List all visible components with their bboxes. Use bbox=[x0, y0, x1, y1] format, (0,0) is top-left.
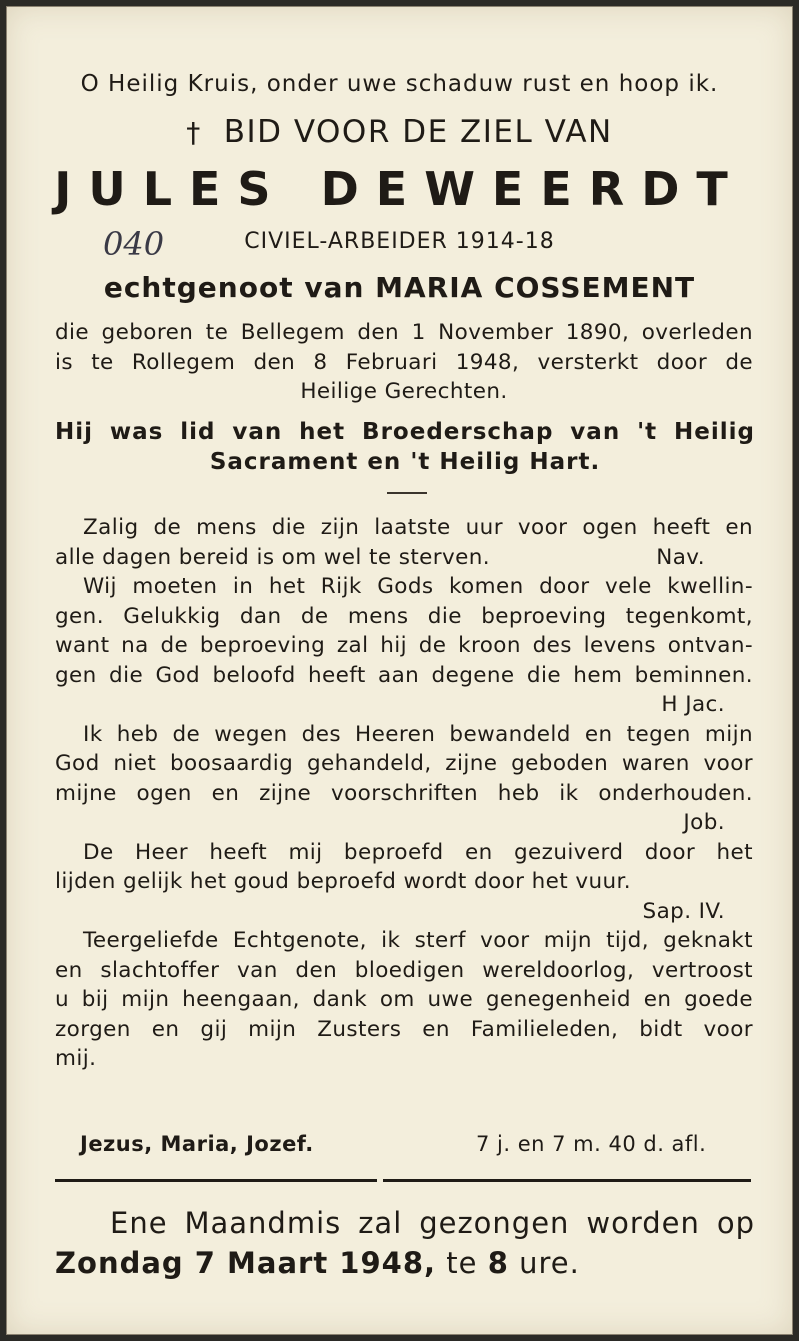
mass-line: Ene Maandmis zal gezongen worden op bbox=[110, 1206, 755, 1240]
mass-time-prefix: te bbox=[446, 1246, 478, 1280]
mass-time-hour: 8 bbox=[487, 1246, 509, 1280]
quote-line: God niet boosaardig gehandeld, zijne geboden waren voor bbox=[55, 751, 753, 776]
quote-line: zorgen en gij mijn Zusters en Familieleden, bidt voor bbox=[55, 1016, 753, 1042]
occupation: CIVIEL-ARBEIDER 1914-18 bbox=[244, 229, 555, 254]
closing-prayer: Jezus, Maria, Jozef. bbox=[80, 1132, 314, 1156]
bio-line: die geboren te Bellegem den 1 November 1890, overleden bbox=[55, 320, 753, 345]
quote-source: Job. bbox=[683, 810, 725, 835]
brotherhood-line: Hij was lid van het Broederschap van 't Heilig bbox=[55, 419, 755, 445]
quote-line: alle dagen bereid is om wel te sterven. Nav. bbox=[55, 543, 753, 573]
quote-source: Sap. IV. bbox=[642, 898, 725, 924]
quote-line: en slachtoffer van den bloedigen wereldoorlog, vertroost bbox=[55, 957, 753, 983]
bio-line: Heilige Gerechten. bbox=[300, 379, 508, 404]
mass-time-suffix: ure. bbox=[519, 1246, 580, 1280]
section-divider bbox=[387, 492, 427, 494]
bid-text: BID VOOR DE ZIEL VAN bbox=[223, 114, 613, 150]
mass-date-line bbox=[55, 1243, 755, 1283]
bio-line: is te Rollegem den 8 Februari 1948, versterkt door de bbox=[55, 349, 753, 375]
quote-line: De Heer heeft mij beproefd en gezuiverd door het bbox=[83, 839, 753, 865]
quote-line: mij. bbox=[55, 1046, 97, 1071]
quote-line: Wij moeten in het Rijk Gods komen door vele kwellin- bbox=[83, 574, 753, 599]
indulgence-text: 7 j. en 7 m. 40 d. afl. bbox=[476, 1132, 707, 1156]
deceased-name: JULES DEWEERDT bbox=[54, 162, 745, 216]
scripture-quotes bbox=[55, 513, 753, 1074]
double-rule bbox=[55, 1179, 751, 1182]
quote-line: Ik heb de wegen des Heeren bewandeld en tegen mijn bbox=[83, 721, 753, 747]
quote-line: Zalig de mens die zijn laatste uur voor ogen heeft en bbox=[83, 515, 753, 540]
brotherhood-line: Sacrament en 't Heilig Hart. bbox=[209, 449, 601, 475]
bio-paragraph bbox=[55, 318, 753, 407]
mass-date: Zondag 7 Maart 1948, bbox=[55, 1246, 437, 1280]
mass-announcement bbox=[55, 1203, 755, 1283]
quote-line: gen die God beloofd heeft aan degene die hem beminnen. bbox=[55, 662, 753, 688]
quote-line: mijne ogen en zijne voorschriften heb ik onderhouden. bbox=[55, 780, 753, 806]
handwritten-note: 040 bbox=[103, 225, 165, 263]
quote-line: want na de beproeving zal hij de kroon des levens ontvan- bbox=[55, 633, 753, 658]
cross-icon: † bbox=[186, 116, 202, 149]
motto: O Heilig Kruis, onder uwe schaduw rust en hoop ik. bbox=[80, 71, 719, 97]
quote-line: gen. Gelukkig dan de mens die beproeving tegenkomt, bbox=[55, 603, 753, 629]
brotherhood-paragraph bbox=[55, 417, 755, 477]
quote-line: lijden gelijk het goud beproefd wordt door het vuur. bbox=[55, 869, 632, 894]
quote-line: Teergeliefde Echtgenote, ik sterf voor mijn tijd, geknakt bbox=[83, 928, 753, 953]
memorial-card bbox=[6, 6, 793, 1335]
spouse-line: echtgenoot van MARIA COSSEMENT bbox=[103, 271, 696, 304]
quote-source: Nav. bbox=[656, 544, 705, 570]
quote-line: u bij mijn heengaan, dank om uwe genegenheid en goede bbox=[55, 987, 753, 1012]
bid-line bbox=[7, 114, 792, 150]
rule-gap bbox=[377, 1179, 383, 1182]
quote-source: H Jac. bbox=[661, 692, 725, 717]
